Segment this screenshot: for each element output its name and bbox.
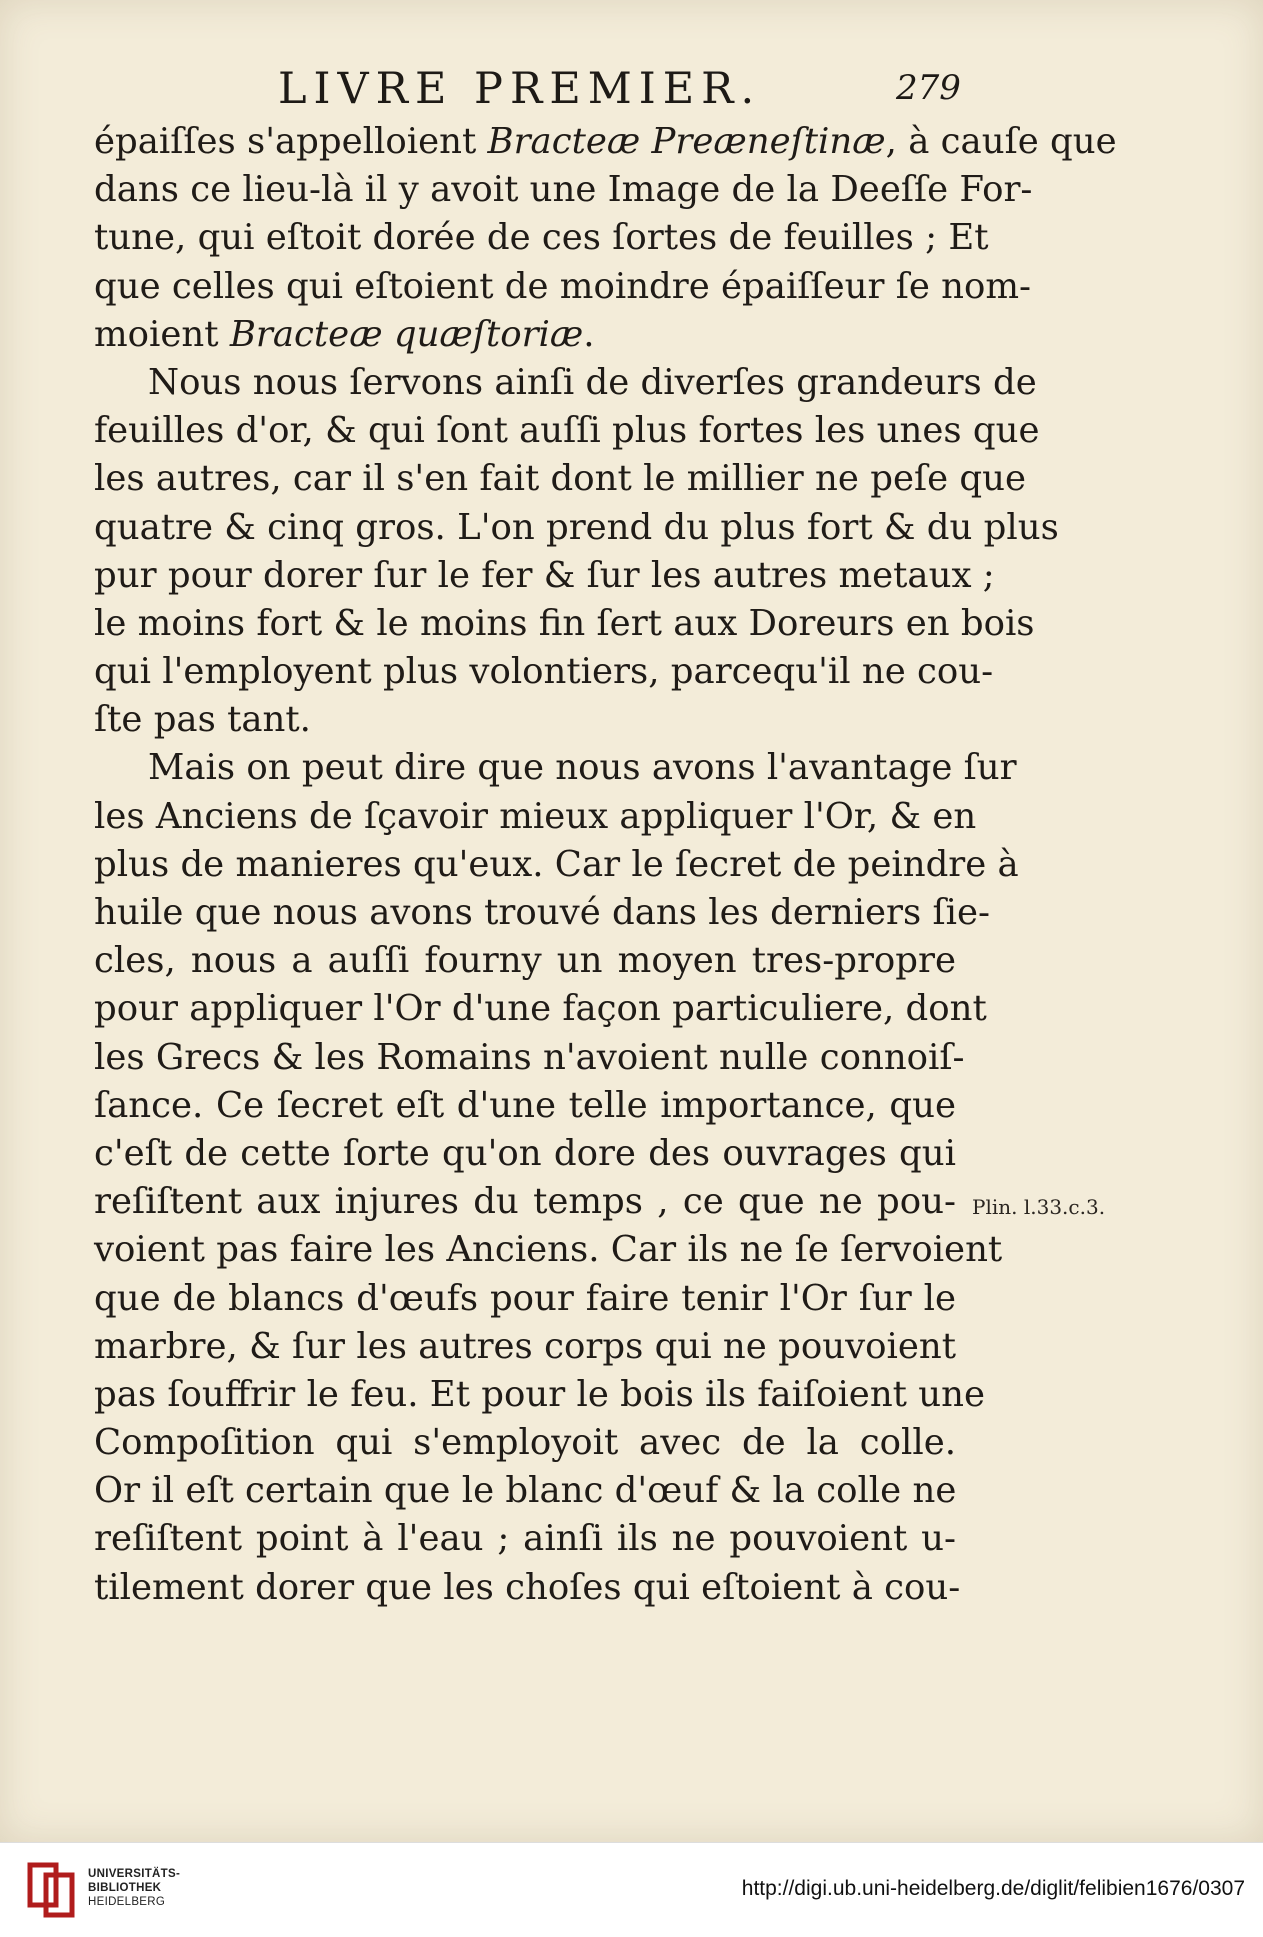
text-line [94,1564,961,1612]
text-run: le moins fort & le moins fin ſert aux Doreurs en bois [94,602,1035,644]
text-line [94,504,1059,552]
text-line [94,1467,956,1515]
text-run: Or il eſt certain que le blanc d'œuf & la colle ne [94,1470,957,1512]
text-run: dans ce lieu-là il y avoit une Image de la Deeſſe For- [94,169,1033,211]
text-run: reſiſtent aux injures du temps , ce que ne pou- [94,1181,956,1223]
page-header [0,64,1263,124]
text-run: qui l'employent plus volontiers, parcequ'il ne cou- [94,651,994,693]
text-line [94,1371,985,1419]
library-name-line2: BIBLIOTHEK [88,1882,162,1894]
library-name [88,1867,180,1909]
text-run: Mais on peut dire que nous avons l'avantage ſur [148,747,1017,789]
text-line [94,600,1035,648]
text-line [94,1130,956,1178]
text-line [94,1515,956,1563]
text-line [94,359,1037,407]
text-run: tune, qui eſtoit dorée de ces ſortes de feuilles ; Et [94,217,989,259]
text-line [94,166,1033,214]
text-run: moient [94,313,230,355]
text-line [94,552,995,600]
text-line [94,985,987,1033]
text-run: que de blancs d'œufs pour faire tenir l'Or ſur le [94,1277,956,1319]
text-line [94,889,991,937]
text-run: pas ſouffrir le feu. Et pour le bois ils faiſoient une [94,1373,985,1415]
footer-bar [0,1842,1263,1937]
text-line [94,1275,956,1323]
text-line [94,696,956,744]
text-run: reſiſtent point à l'eau ; ainſi ils ne pouvoient u- [94,1518,956,1560]
text-run: cles, nous a auſſi fourny un moyen tres-propre [94,940,956,982]
text-line [94,1323,956,1371]
text-run: ſance. Ce ſecret eſt d'une telle importance, que [94,1084,956,1126]
text-run: tilement dorer que les choſes qui eſtoient à cou- [94,1566,961,1608]
library-name-line1: UNIVERSITÄTS- [88,1868,181,1880]
running-head: LIVRE PREMIER. [278,64,762,114]
library-name-line3: HEIDELBERG [88,1896,166,1908]
italic-text: Bracteæ Preæneſtinæ [487,121,886,162]
text-run: quatre & cinq gros. L'on prend du plus fort & du plus [94,506,1059,548]
text-run: les autres, car il s'en fait dont le millier ne peſe que [94,458,1026,500]
text-run: . [583,313,595,355]
permalink-url[interactable]: http://digi.ub.uni-heidelberg.de/diglit/felibien1676/0307 [741,1877,1245,1900]
text-run: plus de manieres qu'eux. Car le ſecret de peindre à [94,843,1019,885]
text-run: c'eſt de cette ſorte qu'on dore des ouvrages qui [94,1132,956,1174]
text-line [94,841,1019,889]
text-line [94,1419,956,1467]
text-line [94,744,1017,792]
text-run: ſte pas tant. [94,699,311,741]
text-run: pur pour dorer ſur le fer & ſur les autres metaux ; [94,554,995,596]
text-run: les Grecs & les Romains n'avoient nulle connoiſ- [94,1036,965,1078]
text-line [94,1226,1003,1274]
text-line [94,937,956,985]
text-line [94,214,989,262]
text-line [94,311,956,359]
text-line [94,1034,965,1082]
text-run: feuilles d'or, & qui ſont auſſi plus fortes les unes que [94,410,1040,452]
text-run: Nous nous ſervons ainſi de diverſes grandeurs de [148,361,1037,403]
text-line [94,793,977,841]
text-line [94,118,1117,166]
text-run: Compoſition qui s'employoit avec de la colle. [94,1422,956,1464]
text-line [94,648,994,696]
text-line [94,407,1040,455]
text-run: que celles qui eſtoient de moindre épaiſſeur ſe nom- [94,265,1032,307]
text-line [94,455,1026,503]
text-line [94,263,1032,311]
text-run: , à cauſe que [885,121,1117,162]
text-line [94,1082,956,1130]
text-run: pour appliquer l'Or d'une façon particuliere, dont [94,988,987,1030]
text-run: voient pas faire les Anciens. Car ils ne ſe ſervoient [94,1229,1003,1271]
text-line [94,1178,956,1226]
italic-text: Bracteæ quæſtoriæ [229,313,584,355]
text-run: marbre, & ſur les autres corps qui ne pouvoient [94,1325,956,1367]
text-run: huile que nous avons trouvé dans les derniers ſie- [94,892,991,933]
margin-note: Plin. l.33.c.3. [972,1195,1106,1219]
text-run: les Anciens de ſçavoir mieux appliquer l'Or, & en [94,795,977,837]
text-run: épaiſſes s'appelloient [94,121,488,162]
library-logo-icon [26,1861,78,1919]
page-number: 279 [896,68,961,108]
